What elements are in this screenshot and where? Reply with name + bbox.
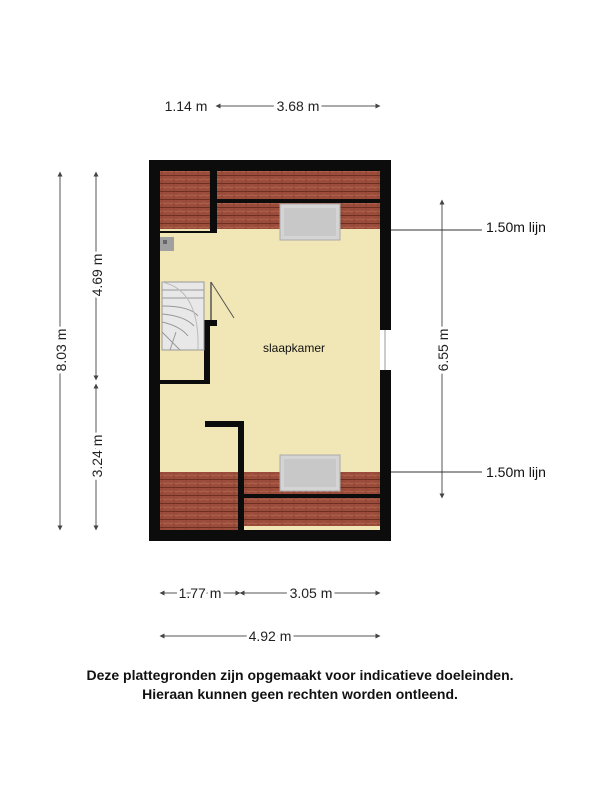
dim-right-height: 6.55 m [435,328,451,372]
right-dimension [435,202,451,496]
interior-wall [160,380,210,384]
top-dimension [165,98,378,114]
dim-bottom-total: 4.92 m [248,628,292,644]
height-line-upper [391,219,546,235]
disclaimer-line-2: Hieraan kunnen geen rechten worden ontleend. [142,686,458,702]
roof-slope-top-left [160,171,210,229]
staircase [162,282,204,350]
interior-wall [160,231,217,233]
roof-slope-top [217,171,380,199]
interior-wall [210,171,217,231]
bottom-dimension [162,585,378,644]
room-label: slaapkamer [262,341,326,355]
dim-bottom-right: 3.05 m [289,585,333,601]
interior-wall [204,320,210,384]
dim-top-left: 1.14 m [164,98,208,114]
height-line-lower-label: 1.50m lijn [486,464,546,480]
dim-left-upper: 4.69 m [89,253,105,297]
interior-wall [244,494,380,498]
interior-wall [238,421,244,530]
height-line-lower [391,464,546,480]
roof-slope-bottom-lower [244,498,380,526]
dim-left-total: 8.03 m [53,328,69,372]
disclaimer-line-1: Deze plattegronden zijn opgemaakt voor indicatieve doeleinden. [86,667,514,683]
dim-left-lower: 3.24 m [89,434,105,478]
dim-top-right: 3.68 m [276,98,320,114]
interior-wall [217,199,380,203]
left-dimension [53,174,105,528]
height-line-upper-label: 1.50m lijn [486,219,546,235]
dim-bottom-left: 1.77 m [178,585,222,601]
disclaimer [0,666,600,704]
roof-slope-bottom-left [160,472,240,530]
building [149,160,391,541]
